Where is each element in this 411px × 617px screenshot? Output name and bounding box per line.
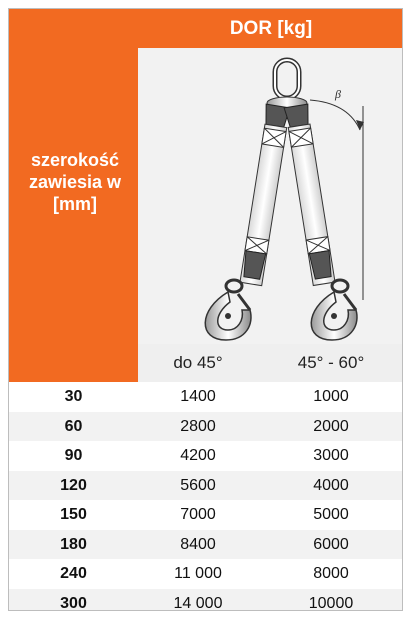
- width-cell: 30: [64, 388, 83, 405]
- table-row: [9, 382, 403, 412]
- load-45-to-60-cell: 1000: [313, 388, 349, 405]
- angle-column-headers: [138, 344, 403, 382]
- load-up-to-45-cell: 4200: [180, 447, 216, 464]
- table-row: [9, 589, 403, 612]
- angle-arc: [310, 100, 360, 130]
- safety-hook-icon: [205, 280, 251, 340]
- load-up-to-45-cell: 8400: [180, 535, 216, 553]
- product-sheet: [8, 8, 403, 611]
- load-table: [9, 382, 403, 611]
- table-row: [9, 441, 403, 471]
- left-sling-leg: [238, 104, 290, 286]
- column-header-up-to-45: do 45°: [173, 353, 223, 372]
- load-up-to-45-cell: 14 000: [173, 594, 223, 611]
- width-cell: 60: [64, 417, 83, 435]
- two-leg-sling-illustration: [138, 48, 403, 344]
- width-cell: 90: [64, 447, 83, 464]
- load-up-to-45-cell: 1400: [180, 388, 216, 405]
- load-up-to-45-cell: 5600: [180, 476, 216, 494]
- width-cell: 180: [60, 535, 87, 553]
- angle-beta-label: β: [335, 87, 341, 101]
- load-up-to-45-cell: 2800: [180, 417, 216, 435]
- column-header-45-to-60: 45° - 60°: [297, 353, 365, 372]
- load-45-to-60-cell: 5000: [313, 506, 349, 523]
- load-45-to-60-cell: 3000: [313, 447, 349, 464]
- load-up-to-45-cell: 7000: [180, 506, 216, 523]
- load-45-to-60-cell: 10000: [308, 594, 354, 611]
- load-45-to-60-cell: 8000: [313, 565, 349, 582]
- width-cell: 300: [60, 594, 87, 611]
- load-45-to-60-cell: 6000: [313, 535, 349, 553]
- load-45-to-60-cell: 4000: [313, 476, 349, 494]
- table-row: [9, 559, 403, 589]
- load-45-to-60-cell: 2000: [313, 417, 349, 435]
- master-link-icon: [267, 60, 307, 109]
- width-cell: 120: [60, 476, 87, 494]
- load-up-to-45-cell: 11 000: [174, 565, 222, 582]
- right-sling-leg: [284, 104, 336, 286]
- table-row: [9, 500, 403, 530]
- table-row: [9, 471, 403, 501]
- table-row: [9, 530, 403, 560]
- safety-hook-icon: [311, 280, 357, 340]
- table-row: [9, 412, 403, 442]
- width-cell: 240: [60, 565, 87, 582]
- table-title: DOR [kg]: [229, 18, 313, 39]
- width-column-label: szerokość zawiesia w [mm]: [28, 150, 122, 214]
- width-cell: 150: [60, 506, 87, 523]
